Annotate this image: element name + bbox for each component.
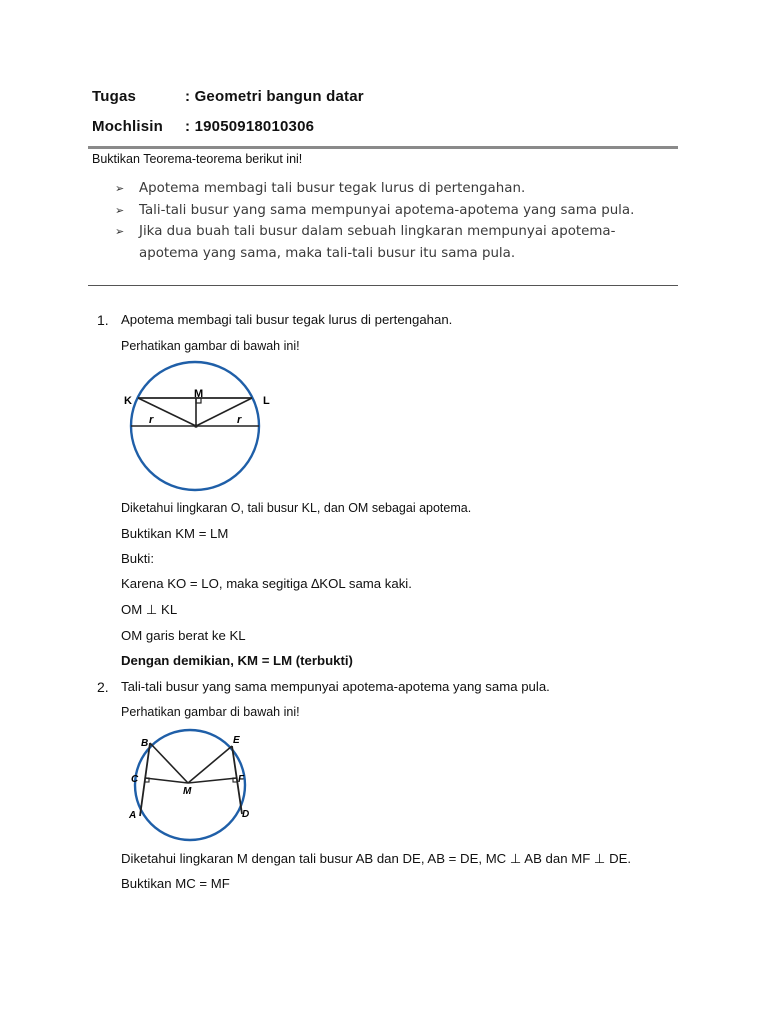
label-l: L: [263, 395, 270, 407]
section1-conclusion: Dengan demikian, KM = LM (terbukti): [121, 653, 353, 668]
section2-prove: Buktikan MC = MF: [121, 876, 230, 891]
label-k: K: [124, 395, 132, 407]
label-e: E: [233, 735, 240, 746]
apothem-mf: [188, 778, 237, 783]
label-f: F: [238, 774, 245, 785]
radius-mb: [150, 743, 188, 783]
section1-given: Diketahui lingkaran O, tali busur KL, dan OM sebagai apotema.: [121, 501, 472, 515]
label-b: B: [141, 738, 149, 749]
theorem-item: ➢ Apotema membagi tali busur tegak lurus di pertengahan.: [115, 178, 675, 200]
task-label: Tugas: [92, 88, 137, 105]
section1-step3: OM garis berat ke KL: [121, 628, 246, 643]
section2-number: 2.: [97, 679, 109, 695]
section1-step1: Karena KO = LO, maka segitiga ∆KOL sama kaki.: [121, 576, 412, 591]
radius-ko: [138, 398, 196, 426]
section1-step2: OM ⊥ KL: [121, 602, 178, 617]
section1-title: Apotema membagi tali busur tegak lurus di pertengahan.: [121, 312, 453, 327]
task-value: : Geometri bangun datar: [185, 88, 364, 105]
section2-title: Tali-tali busur yang sama mempunyai apotema-apotema yang sama pula.: [121, 679, 550, 694]
header-divider: [88, 146, 678, 149]
figure-circle-2: [124, 728, 270, 846]
label-m: M: [194, 388, 204, 400]
section2-given: Diketahui lingkaran M dengan tali busur AB dan DE, AB = DE, MC ⊥ AB dan MF ⊥ DE.: [121, 851, 632, 866]
label-m2: M: [183, 786, 192, 797]
label-d: D: [242, 809, 250, 820]
name-row: [92, 118, 314, 135]
theorem-item: ➢ Tali-tali busur yang sama mempunyai apotema-apotema yang sama pula.: [115, 200, 675, 222]
arrow-bullet-icon: ➢: [115, 182, 125, 195]
theorem-list: [115, 178, 675, 264]
label-a: A: [129, 810, 137, 821]
center-point: [194, 424, 198, 428]
label-c: C: [131, 774, 139, 785]
arrow-bullet-icon: ➢: [115, 203, 125, 217]
label-r-left: r: [149, 414, 154, 426]
section1-number: 1.: [97, 312, 109, 328]
task-row: [92, 88, 364, 105]
label-r-right: r: [237, 414, 242, 426]
radius-lo: [196, 398, 252, 426]
apothem-mc: [145, 778, 188, 783]
radius-me: [188, 746, 232, 783]
section1-prove: Buktikan KM = LM: [121, 526, 229, 541]
section1-proof-label: Bukti:: [121, 551, 154, 566]
arrow-bullet-icon: ➢: [115, 225, 125, 238]
intro-text: Buktikan Teorema-teorema berikut ini!: [92, 152, 303, 166]
name-label: Mochlisin: [92, 118, 163, 135]
section1-instruction: Perhatikan gambar di bawah ini!: [121, 339, 300, 353]
circle-m: [135, 730, 245, 840]
theorem-divider: [88, 285, 678, 286]
theorem-item: ➢ Jika dua buah tali busur dalam sebuah lingkaran mempunyai apotema-apotema yang sama, maka tali-tali busur itu sama pula.: [115, 221, 675, 264]
figure-circle-1: [118, 360, 278, 492]
name-value: : 19050918010306: [185, 118, 315, 135]
section2-instruction: Perhatikan gambar di bawah ini!: [121, 705, 300, 719]
